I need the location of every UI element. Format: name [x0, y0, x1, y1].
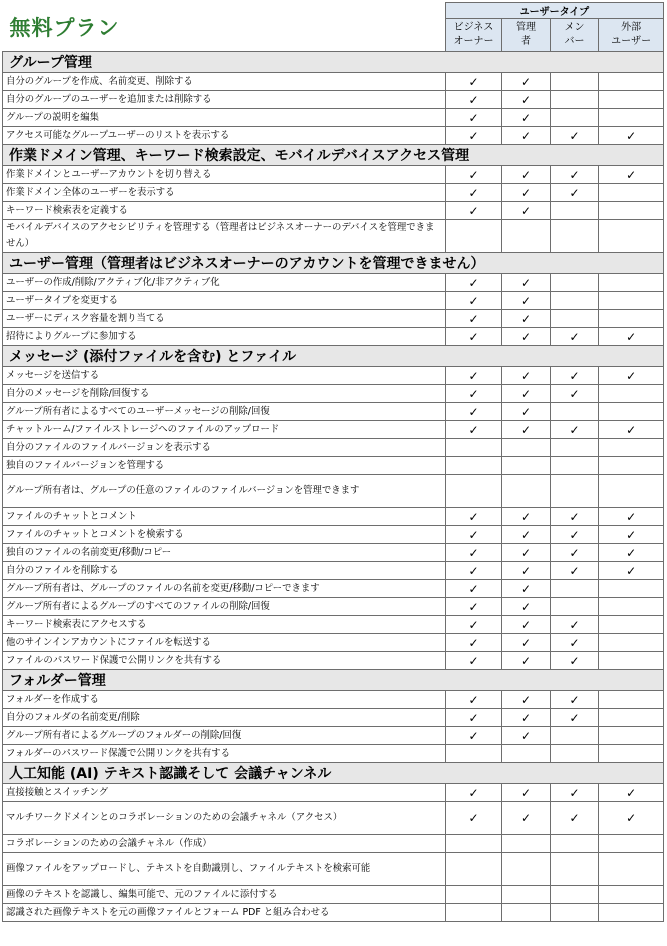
empty-cell	[599, 274, 664, 292]
checkmark-icon: ✓	[502, 274, 551, 292]
column-header-line: ユーザー	[611, 36, 652, 47]
feature-row	[3, 127, 664, 145]
checkmark-icon: ✓	[445, 508, 502, 526]
checkmark-icon: ✓	[502, 127, 551, 145]
checkmark-icon: ✓	[502, 310, 551, 328]
empty-cell	[599, 886, 664, 904]
feature-label: 他のサインインアカウントにファイルを転送する	[3, 634, 446, 652]
feature-row	[3, 853, 664, 886]
checkmark-icon: ✓	[550, 184, 599, 202]
feature-row	[3, 598, 664, 616]
feature-label: 独自のファイルの名前変更/移動/コピー	[3, 544, 446, 562]
feature-row	[3, 184, 664, 202]
checkmark-icon: ✓	[502, 91, 551, 109]
empty-cell	[599, 727, 664, 745]
checkmark-icon: ✓	[445, 562, 502, 580]
feature-row	[3, 328, 664, 346]
empty-cell	[550, 457, 599, 475]
feature-label: グループ所有者によるグループのすべてのファイルの削除/回復	[3, 598, 446, 616]
feature-label: ファイルのパスワード保護で公開リンクを共有する	[3, 652, 446, 670]
feature-label: 独自のファイルバージョンを管理する	[3, 457, 446, 475]
feature-row	[3, 385, 664, 403]
section-title: メッセージ (添付ファイルを含む) とファイル	[3, 346, 664, 367]
checkmark-icon: ✓	[599, 421, 664, 439]
feature-row	[3, 634, 664, 652]
feature-label: ユーザータイプを変更する	[3, 292, 446, 310]
empty-cell	[599, 709, 664, 727]
feature-label: コラボレーションのための会議チャネル（作成）	[3, 835, 446, 853]
empty-cell	[550, 835, 599, 853]
empty-cell	[502, 475, 551, 508]
feature-row	[3, 526, 664, 544]
checkmark-icon: ✓	[550, 634, 599, 652]
feature-label: チャットルーム/ファイルストレージへのファイルのアップロード	[3, 421, 446, 439]
feature-row	[3, 457, 664, 475]
checkmark-icon: ✓	[502, 598, 551, 616]
feature-row	[3, 784, 664, 802]
checkmark-icon: ✓	[550, 802, 599, 835]
feature-label: 作業ドメイン全体のユーザーを表示する	[3, 184, 446, 202]
feature-row	[3, 310, 664, 328]
checkmark-icon: ✓	[550, 616, 599, 634]
feature-label: 自分のメッセージを削除/回復する	[3, 385, 446, 403]
checkmark-icon: ✓	[599, 328, 664, 346]
checkmark-icon: ✓	[502, 421, 551, 439]
checkmark-icon: ✓	[502, 166, 551, 184]
empty-cell	[445, 475, 502, 508]
empty-cell	[502, 220, 551, 253]
feature-label: 自分のグループを作成、名前変更、削除する	[3, 73, 446, 91]
section-header-row	[3, 670, 664, 691]
empty-cell	[599, 475, 664, 508]
feature-row	[3, 562, 664, 580]
column-header-external-user	[599, 19, 664, 52]
permissions-table	[2, 2, 664, 922]
checkmark-icon: ✓	[445, 274, 502, 292]
column-header-line: バー	[564, 36, 585, 47]
empty-cell	[599, 457, 664, 475]
checkmark-icon: ✓	[550, 526, 599, 544]
checkmark-icon: ✓	[599, 526, 664, 544]
column-header-line: メン	[564, 22, 585, 33]
empty-cell	[599, 439, 664, 457]
feature-label: グループ所有者によるすべてのユーザーメッセージの削除/回復	[3, 403, 446, 421]
feature-label: グループ所有者によるグループのフォルダーの削除/回復	[3, 727, 446, 745]
feature-row	[3, 745, 664, 763]
empty-cell	[599, 403, 664, 421]
empty-cell	[502, 853, 551, 886]
empty-cell	[599, 652, 664, 670]
empty-cell	[550, 73, 599, 91]
empty-cell	[599, 580, 664, 598]
feature-row	[3, 508, 664, 526]
checkmark-icon: ✓	[445, 802, 502, 835]
section-title: フォルダー管理	[3, 670, 664, 691]
checkmark-icon: ✓	[502, 802, 551, 835]
feature-row	[3, 292, 664, 310]
checkmark-icon: ✓	[550, 166, 599, 184]
empty-cell	[599, 109, 664, 127]
column-header-line: 管理	[516, 22, 537, 33]
feature-label: フォルダーのパスワード保護で公開リンクを共有する	[3, 745, 446, 763]
empty-cell	[599, 91, 664, 109]
checkmark-icon: ✓	[502, 403, 551, 421]
checkmark-icon: ✓	[502, 727, 551, 745]
checkmark-icon: ✓	[502, 385, 551, 403]
checkmark-icon: ✓	[502, 616, 551, 634]
checkmark-icon: ✓	[445, 634, 502, 652]
checkmark-icon: ✓	[550, 562, 599, 580]
checkmark-icon: ✓	[599, 127, 664, 145]
checkmark-icon: ✓	[445, 166, 502, 184]
feature-label: アクセス可能なグループユーザーのリストを表示する	[3, 127, 446, 145]
empty-cell	[445, 220, 502, 253]
checkmark-icon: ✓	[445, 127, 502, 145]
checkmark-icon: ✓	[502, 652, 551, 670]
checkmark-icon: ✓	[445, 367, 502, 385]
feature-label: 自分のフォルダの名前変更/削除	[3, 709, 446, 727]
checkmark-icon: ✓	[445, 385, 502, 403]
checkmark-icon: ✓	[445, 91, 502, 109]
empty-cell	[599, 853, 664, 886]
empty-cell	[599, 184, 664, 202]
feature-row	[3, 580, 664, 598]
checkmark-icon: ✓	[502, 508, 551, 526]
empty-cell	[550, 886, 599, 904]
empty-cell	[445, 886, 502, 904]
empty-cell	[550, 904, 599, 922]
empty-cell	[550, 109, 599, 127]
feature-row	[3, 652, 664, 670]
empty-cell	[599, 904, 664, 922]
feature-row	[3, 727, 664, 745]
checkmark-icon: ✓	[502, 367, 551, 385]
empty-cell	[599, 691, 664, 709]
feature-row	[3, 220, 664, 253]
feature-row	[3, 616, 664, 634]
checkmark-icon: ✓	[502, 109, 551, 127]
checkmark-icon: ✓	[502, 526, 551, 544]
column-header-line: 者	[521, 36, 532, 47]
feature-row	[3, 166, 664, 184]
feature-label: グループの説明を編集	[3, 109, 446, 127]
checkmark-icon: ✓	[599, 562, 664, 580]
checkmark-icon: ✓	[550, 652, 599, 670]
checkmark-icon: ✓	[550, 385, 599, 403]
section-header-row	[3, 253, 664, 274]
column-header-admin	[502, 19, 551, 52]
empty-cell	[550, 745, 599, 763]
checkmark-icon: ✓	[445, 544, 502, 562]
section-title: 人工知能 (AI) テキスト認識そして 会議チャンネル	[3, 763, 664, 784]
feature-row	[3, 421, 664, 439]
checkmark-icon: ✓	[445, 310, 502, 328]
checkmark-icon: ✓	[445, 73, 502, 91]
checkmark-icon: ✓	[599, 508, 664, 526]
feature-label: グループ所有者は、グループのファイルの名前を変更/移動/コピーできます	[3, 580, 446, 598]
feature-row	[3, 886, 664, 904]
empty-cell	[445, 457, 502, 475]
empty-cell	[550, 220, 599, 253]
checkmark-icon: ✓	[550, 421, 599, 439]
empty-cell	[550, 310, 599, 328]
checkmark-icon: ✓	[502, 709, 551, 727]
feature-label: 直接接触とスイッチング	[3, 784, 446, 802]
empty-cell	[550, 202, 599, 220]
feature-row	[3, 709, 664, 727]
empty-cell	[599, 202, 664, 220]
feature-row	[3, 109, 664, 127]
empty-cell	[550, 439, 599, 457]
empty-cell	[599, 598, 664, 616]
checkmark-icon: ✓	[445, 652, 502, 670]
checkmark-icon: ✓	[550, 544, 599, 562]
feature-label: 自分のグループのユーザーを追加または削除する	[3, 91, 446, 109]
checkmark-icon: ✓	[502, 562, 551, 580]
empty-cell	[550, 274, 599, 292]
empty-cell	[550, 580, 599, 598]
checkmark-icon: ✓	[445, 202, 502, 220]
checkmark-icon: ✓	[445, 292, 502, 310]
empty-cell	[445, 745, 502, 763]
checkmark-icon: ✓	[502, 328, 551, 346]
empty-cell	[502, 457, 551, 475]
feature-row	[3, 403, 664, 421]
checkmark-icon: ✓	[502, 691, 551, 709]
checkmark-icon: ✓	[445, 616, 502, 634]
checkmark-icon: ✓	[599, 166, 664, 184]
empty-cell	[502, 835, 551, 853]
checkmark-icon: ✓	[445, 526, 502, 544]
feature-row	[3, 439, 664, 457]
checkmark-icon: ✓	[445, 598, 502, 616]
checkmark-icon: ✓	[502, 73, 551, 91]
empty-cell	[550, 475, 599, 508]
column-header-business-owner	[445, 19, 502, 52]
feature-label: メッセージを送信する	[3, 367, 446, 385]
checkmark-icon: ✓	[550, 709, 599, 727]
feature-label: 自分のファイルを削除する	[3, 562, 446, 580]
empty-cell	[502, 886, 551, 904]
feature-label: 認識された画像テキストを元の画像ファイルとフォーム PDF と組み合わせる	[3, 904, 446, 922]
checkmark-icon: ✓	[445, 403, 502, 421]
column-header-line: オーナー	[453, 36, 494, 47]
checkmark-icon: ✓	[599, 367, 664, 385]
empty-cell	[445, 439, 502, 457]
feature-label: 画像のテキストを認識し、編集可能で、元のファイルに添付する	[3, 886, 446, 904]
empty-cell	[502, 904, 551, 922]
empty-cell	[445, 835, 502, 853]
section-title: ユーザー管理（管理者はビジネスオーナーのアカウントを管理できません）	[3, 253, 664, 274]
checkmark-icon: ✓	[550, 784, 599, 802]
feature-row	[3, 274, 664, 292]
feature-label: ユーザーの作成/削除/アクティブ化/非アクティブ化	[3, 274, 446, 292]
feature-row	[3, 904, 664, 922]
empty-cell	[550, 91, 599, 109]
empty-cell	[550, 403, 599, 421]
feature-row	[3, 691, 664, 709]
feature-label: フォルダーを作成する	[3, 691, 446, 709]
empty-cell	[550, 853, 599, 886]
empty-cell	[599, 745, 664, 763]
checkmark-icon: ✓	[502, 784, 551, 802]
checkmark-icon: ✓	[502, 202, 551, 220]
empty-cell	[445, 853, 502, 886]
checkmark-icon: ✓	[445, 109, 502, 127]
empty-cell	[599, 310, 664, 328]
permissions-table-body	[3, 3, 664, 922]
empty-cell	[599, 616, 664, 634]
checkmark-icon: ✓	[445, 784, 502, 802]
checkmark-icon: ✓	[599, 802, 664, 835]
feature-row	[3, 91, 664, 109]
feature-label: キーワード検索表にアクセスする	[3, 616, 446, 634]
feature-label: 招待によりグループに参加する	[3, 328, 446, 346]
checkmark-icon: ✓	[502, 184, 551, 202]
feature-row	[3, 367, 664, 385]
empty-cell	[445, 904, 502, 922]
feature-label: モバイルデバイスのアクセシビリティを管理する（管理者はビジネスオーナーのデバイスを管理できません）	[3, 220, 446, 253]
empty-cell	[502, 745, 551, 763]
feature-row	[3, 475, 664, 508]
checkmark-icon: ✓	[502, 544, 551, 562]
feature-label: グループ所有者は、グループの任意のファイルのファイルバージョンを管理できます	[3, 475, 446, 508]
feature-row	[3, 73, 664, 91]
section-header-row	[3, 763, 664, 784]
feature-label: ファイルのチャットとコメントを検索する	[3, 526, 446, 544]
feature-label: ファイルのチャットとコメント	[3, 508, 446, 526]
section-title: グループ管理	[3, 52, 664, 73]
checkmark-icon: ✓	[502, 634, 551, 652]
checkmark-icon: ✓	[599, 784, 664, 802]
page-title: 無料プラン	[9, 15, 120, 40]
checkmark-icon: ✓	[550, 508, 599, 526]
checkmark-icon: ✓	[445, 691, 502, 709]
feature-label: ユーザーにディスク容量を割り当てる	[3, 310, 446, 328]
empty-cell	[599, 292, 664, 310]
checkmark-icon: ✓	[445, 580, 502, 598]
header-row-top	[3, 3, 664, 19]
feature-row	[3, 835, 664, 853]
checkmark-icon: ✓	[445, 421, 502, 439]
checkmark-icon: ✓	[445, 709, 502, 727]
checkmark-icon: ✓	[550, 127, 599, 145]
empty-cell	[502, 439, 551, 457]
empty-cell	[550, 727, 599, 745]
feature-label: マルチワークドメインとのコラボレーションのための会議チャネル（アクセス）	[3, 802, 446, 835]
feature-row	[3, 202, 664, 220]
feature-label: キーワード検索表を定義する	[3, 202, 446, 220]
checkmark-icon: ✓	[550, 691, 599, 709]
checkmark-icon: ✓	[550, 367, 599, 385]
column-header-line: ビジネス	[453, 22, 494, 33]
feature-label: 画像ファイルをアップロードし、テキストを自動識別し、ファイルテキストを検索可能	[3, 853, 446, 886]
checkmark-icon: ✓	[445, 727, 502, 745]
checkmark-icon: ✓	[550, 328, 599, 346]
empty-cell	[599, 835, 664, 853]
empty-cell	[599, 220, 664, 253]
empty-cell	[599, 73, 664, 91]
column-header-member	[550, 19, 599, 52]
feature-label: 自分のファイルのファイルバージョンを表示する	[3, 439, 446, 457]
section-header-row	[3, 145, 664, 166]
checkmark-icon: ✓	[502, 292, 551, 310]
title-cell	[3, 3, 446, 52]
section-header-row	[3, 52, 664, 73]
checkmark-icon: ✓	[502, 580, 551, 598]
empty-cell	[550, 598, 599, 616]
feature-row	[3, 544, 664, 562]
empty-cell	[599, 385, 664, 403]
checkmark-icon: ✓	[599, 544, 664, 562]
checkmark-icon: ✓	[445, 328, 502, 346]
feature-row	[3, 802, 664, 835]
empty-cell	[550, 292, 599, 310]
column-header-line: 外部	[621, 22, 642, 33]
section-title: 作業ドメイン管理、キーワード検索設定、モバイルデバイスアクセス管理	[3, 145, 664, 166]
feature-label: 作業ドメインとユーザーアカウントを切り替える	[3, 166, 446, 184]
empty-cell	[599, 634, 664, 652]
user-type-header: ユーザータイプ	[445, 3, 663, 19]
checkmark-icon: ✓	[445, 184, 502, 202]
section-header-row	[3, 346, 664, 367]
